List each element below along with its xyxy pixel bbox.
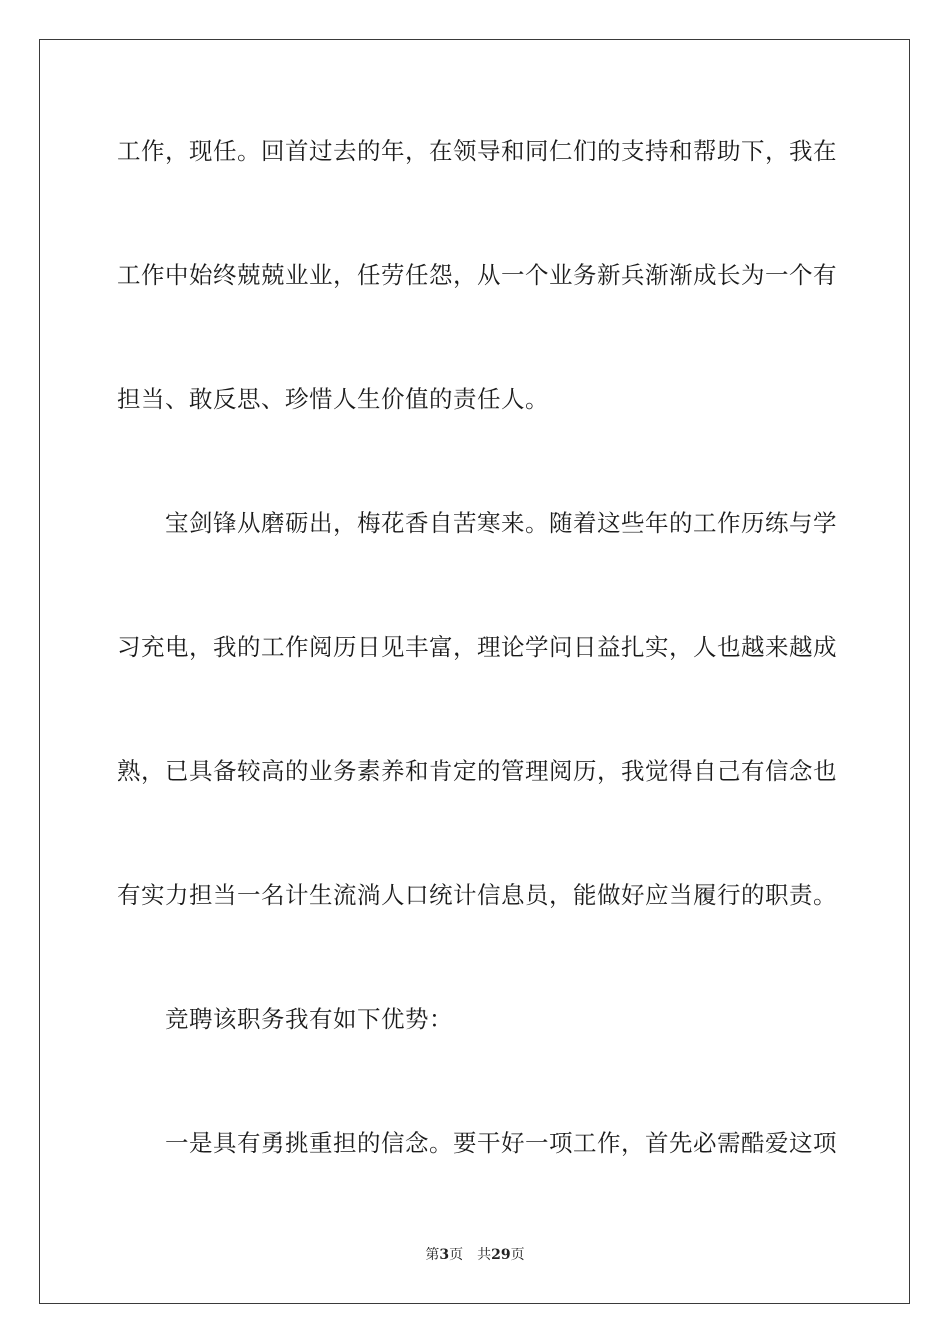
text-line: 工作，现任。回首过去的年，在领导和同仁们的支持和帮助下，我在: [117, 137, 837, 165]
page-footer: [0, 1246, 950, 1264]
total-label-suffix: 页: [510, 1247, 525, 1263]
text-line: 有实力担当一名计生流淌人口统计信息员，能做好应当履行的职责。: [117, 881, 837, 909]
total-label-prefix: 共: [477, 1247, 492, 1263]
text-line: 担当、敢反思、珍惜人生价值的责任人。: [117, 385, 549, 413]
text-line: 熟，已具备较高的业务素养和肯定的管理阅历，我觉得自己有信念也: [117, 757, 837, 785]
paragraph-start-line: 一是具有勇挑重担的信念。要干好一项工作，首先必需酷爱这项: [165, 1129, 837, 1157]
text-line: 习充电，我的工作阅历日见丰富，理论学问日益扎实，人也越来越成: [117, 633, 837, 661]
total-pages: 29: [491, 1247, 511, 1263]
page-border: [39, 39, 910, 1304]
page-number: 3: [439, 1247, 450, 1263]
paragraph-start-line: 竞聘该职务我有如下优势：: [165, 1005, 453, 1033]
text-line: 工作中始终兢兢业业，任劳任怨，从一个业务新兵渐渐成长为一个有: [117, 261, 837, 289]
paragraph-start-line: 宝剑锋从磨砺出，梅花香自苦寒来。随着这些年的工作历练与学: [165, 509, 837, 537]
page-label-prefix: 第: [425, 1247, 440, 1263]
page-label-suffix: 页: [449, 1247, 464, 1263]
